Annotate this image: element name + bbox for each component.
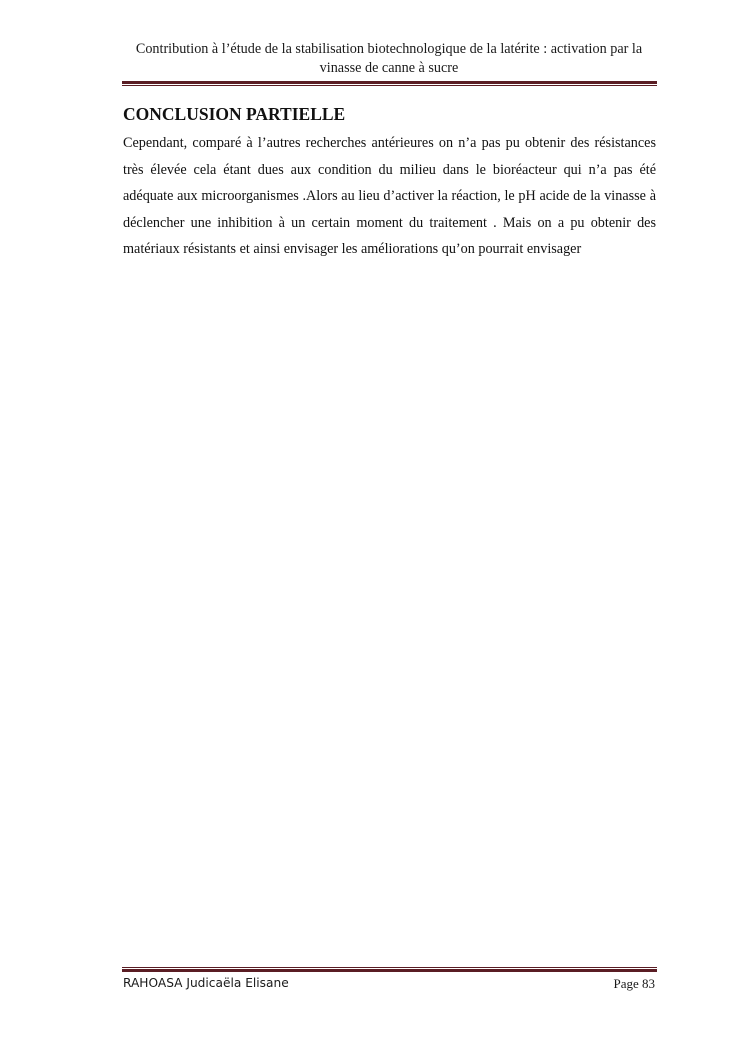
footer-author: RAHOASA Judicaëla Elisane [123, 976, 289, 990]
header-rule [122, 81, 657, 86]
section-heading: CONCLUSION PARTIELLE [123, 104, 346, 124]
footer-rule-thick [122, 969, 657, 972]
footer-rule [122, 967, 657, 972]
page-number: Page 83 [613, 976, 655, 991]
header-rule-thick [122, 81, 657, 84]
footer-rule-thin [122, 967, 657, 968]
header-rule-thin [122, 85, 657, 86]
body-paragraph: Cependant, comparé à l’autres recherches antérieures on n’a pas pu obtenir des résistances très élevée cela étant dues aux condition du milieu dans le bioréacteur qui n’a pas été adéquate aux microorganismes .Alors au lieu d’activer la réaction, le pH acide de la vinasse à déclencher une inhibition à un certain moment du traitement . Mais on a pu obtenir des matériaux résistants et ainsi envisager les améliorations qu’on pourrait envisager [123, 135, 656, 258]
running-header: Contribution à l’étude de la stabilisation biotechnologique de la latérite : activation par la vinasse de canne à sucre [135, 41, 643, 76]
